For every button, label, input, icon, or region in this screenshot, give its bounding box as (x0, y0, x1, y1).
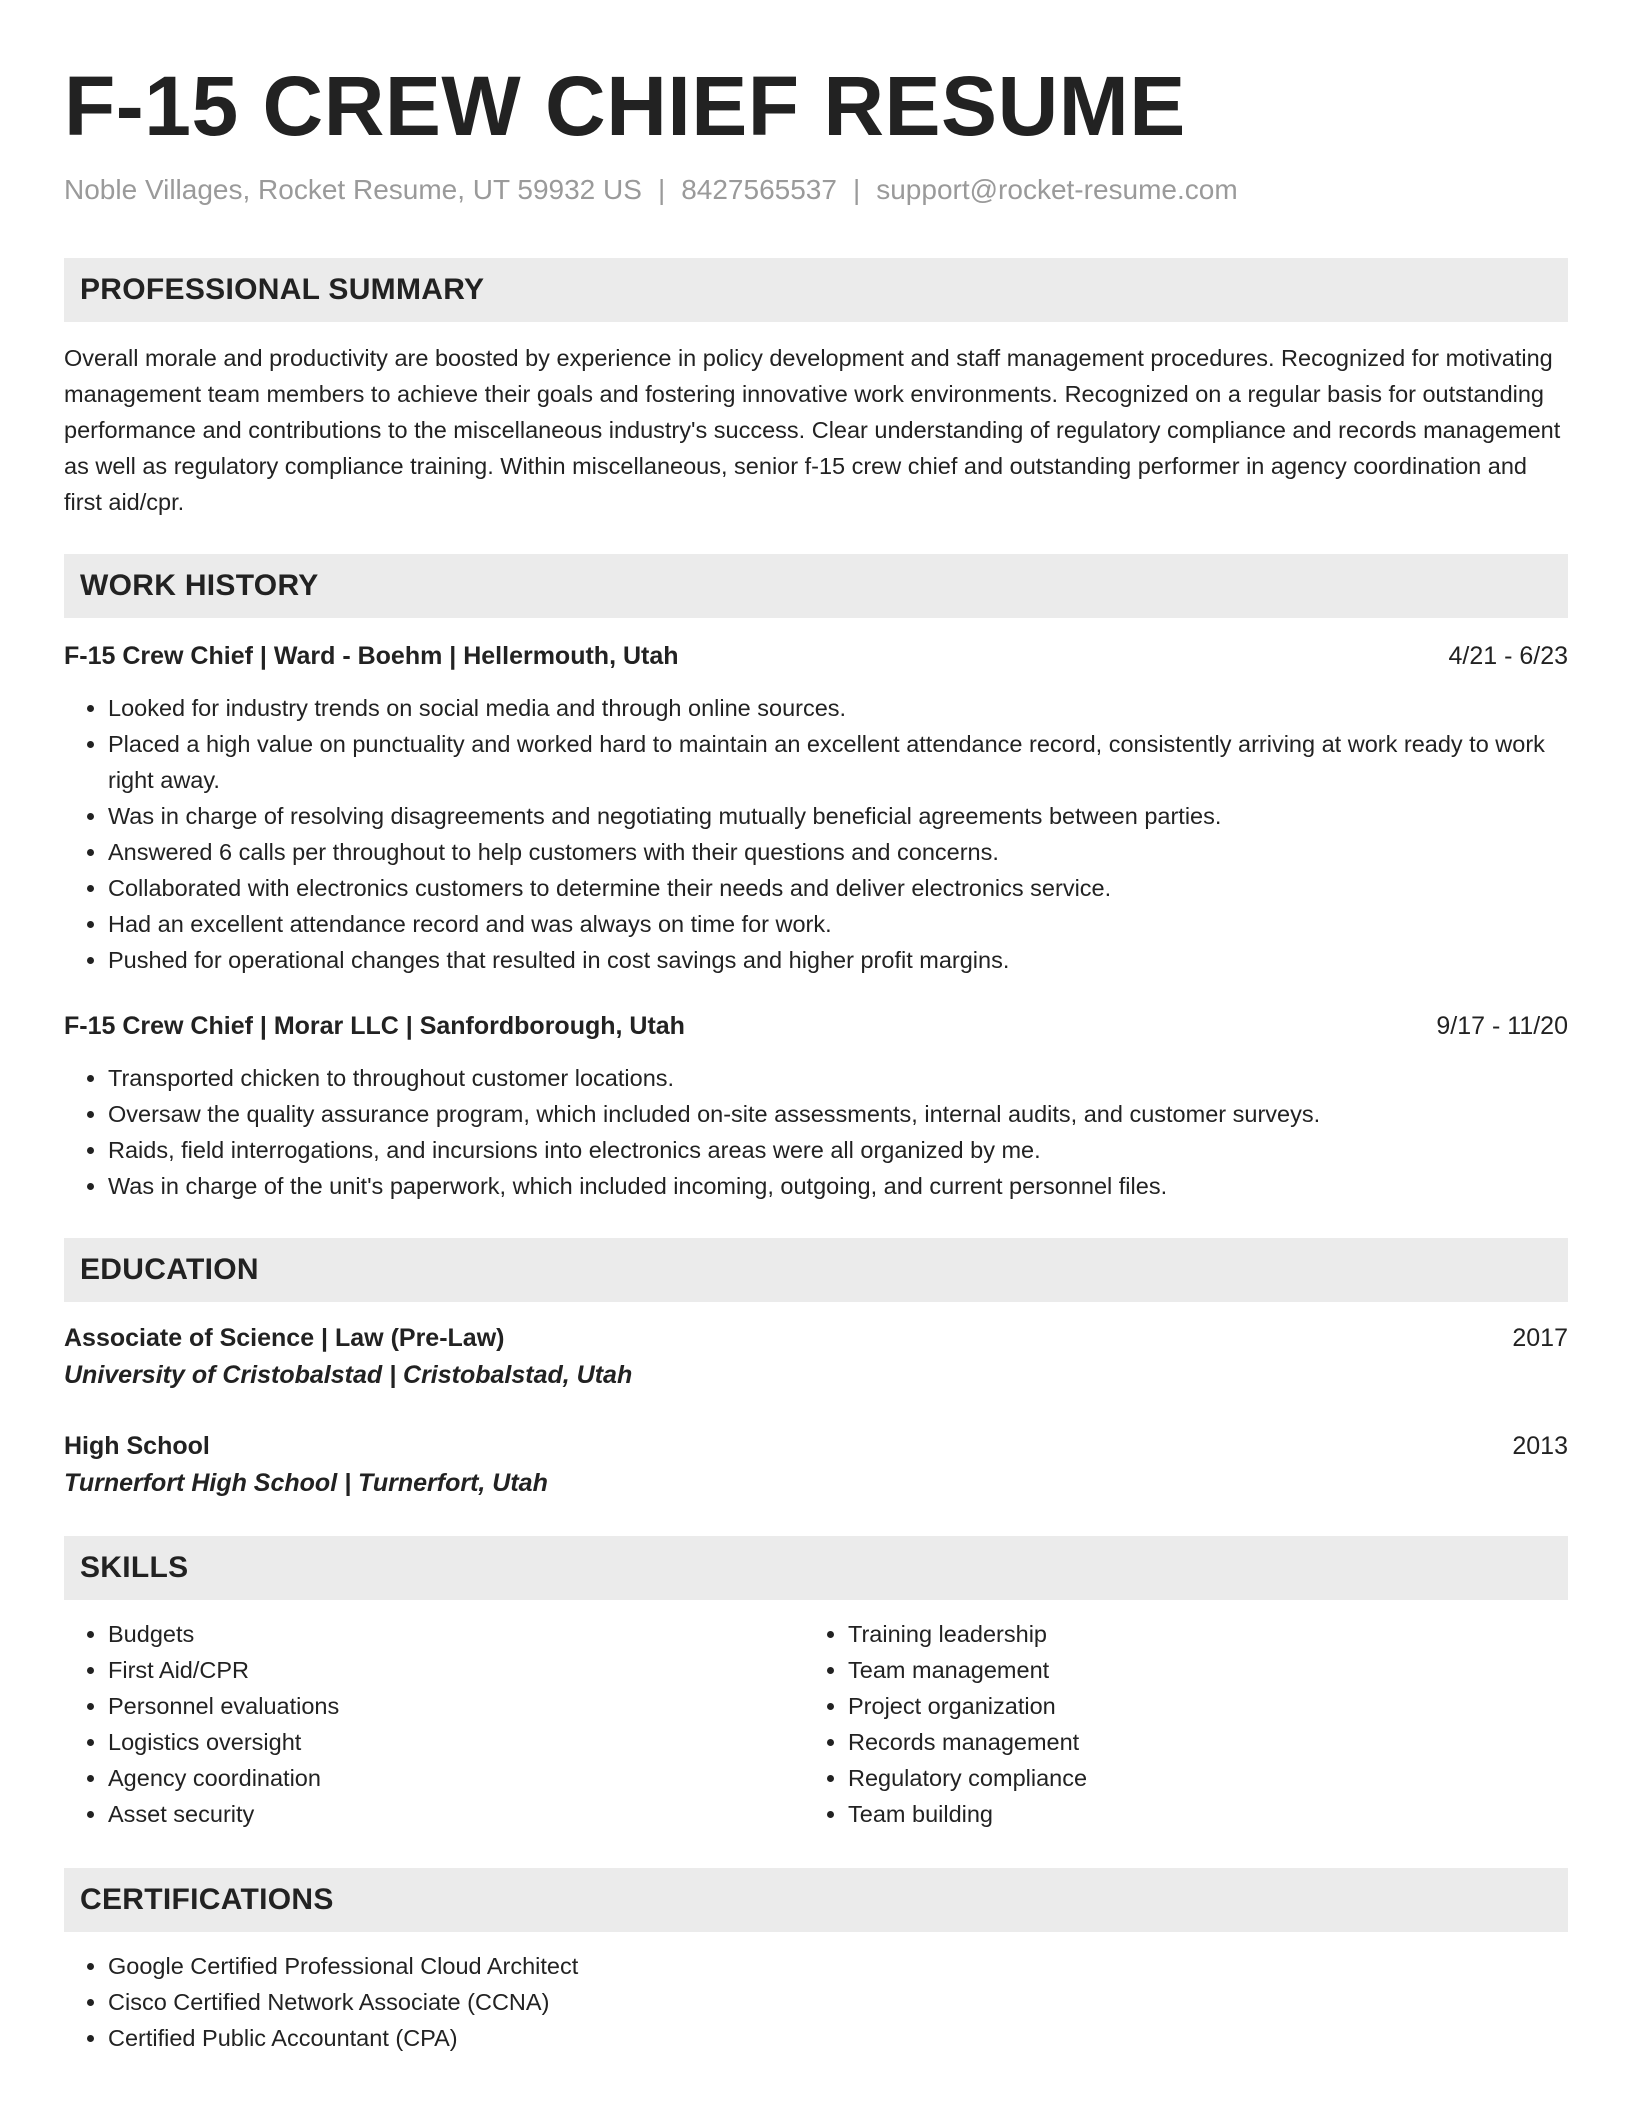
job-bullet: • Collaborated with electronics customers to determine their needs and deliver electronics service. (108, 870, 1568, 906)
education-header (64, 1428, 1568, 1464)
skill-item: • Training leadership (848, 1616, 1544, 1652)
job-bullet: • Had an excellent attendance record and was always on time for work. (108, 906, 1568, 942)
contact-separator: | (657, 174, 666, 205)
job-bullet-list (64, 1060, 1568, 1204)
section-heading-work-history: WORK HISTORY (64, 554, 1568, 618)
job-entry (64, 1008, 1568, 1204)
section-heading-education: EDUCATION (64, 1238, 1568, 1302)
skill-item: • Logistics oversight (108, 1724, 804, 1760)
certification-item: • Cisco Certified Network Associate (CCNA) (108, 1984, 1568, 2020)
contact-separator: | (852, 174, 861, 205)
job-header (64, 1008, 1568, 1044)
skills-list (64, 1616, 804, 1832)
skills-column-right (804, 1616, 1544, 1832)
education-entry (64, 1428, 1568, 1502)
education-school: Turnerfort High School | Turnerfort, Utah (64, 1469, 548, 1497)
skill-item: • First Aid/CPR (108, 1652, 804, 1688)
contact-line (64, 172, 1568, 208)
job-dates: 4/21 - 6/23 (1448, 642, 1568, 670)
education-year: 2013 (1512, 1432, 1568, 1460)
contact-phone: 8427565537 (681, 174, 837, 205)
section-heading-certifications: CERTIFICATIONS (64, 1868, 1568, 1932)
skills-list (804, 1616, 1544, 1832)
skill-item: • Personnel evaluations (108, 1688, 804, 1724)
certification-item: • Certified Public Accountant (CPA) (108, 2020, 1568, 2056)
education-degree: Associate of Science | Law (Pre-Law) (64, 1324, 505, 1352)
job-bullet: • Oversaw the quality assurance program, which included on-site assessments, internal audits, and customer surveys. (108, 1096, 1568, 1132)
skills-column-left (64, 1616, 804, 1832)
skills-grid (64, 1616, 1568, 1832)
skill-item: • Project organization (848, 1688, 1544, 1724)
job-bullet: • Transported chicken to throughout customer locations. (108, 1060, 1568, 1096)
job-bullet-list (64, 690, 1568, 978)
job-bullet: • Raids, field interrogations, and incursions into electronics areas were all organized by me. (108, 1132, 1568, 1168)
skill-item: • Records management (848, 1724, 1544, 1760)
certification-item: • Google Certified Professional Cloud Architect (108, 1948, 1568, 1984)
contact-email: support@rocket-resume.com (876, 174, 1238, 205)
education-entry (64, 1320, 1568, 1394)
job-bullet: • Looked for industry trends on social media and through online sources. (108, 690, 1568, 726)
education-school: University of Cristobalstad | Cristobalstad, Utah (64, 1361, 633, 1389)
skill-item: • Regulatory compliance (848, 1760, 1544, 1796)
job-entry (64, 638, 1568, 978)
skill-item: • Agency coordination (108, 1760, 804, 1796)
job-bullet: • Placed a high value on punctuality and worked hard to maintain an excellent attendance record, consistently arriving at work ready to work right away. (108, 726, 1568, 798)
job-title: F-15 Crew Chief | Morar LLC | Sanfordborough, Utah (64, 1012, 685, 1040)
job-bullet: • Was in charge of resolving disagreements and negotiating mutually beneficial agreements between parties. (108, 798, 1568, 834)
education-degree: High School (64, 1432, 210, 1460)
education-year: 2017 (1512, 1324, 1568, 1352)
contact-address: Noble Villages, Rocket Resume, UT 59932 US (64, 174, 642, 205)
summary-text: Overall morale and productivity are boosted by experience in policy development and staff management procedures. Recognized for motivating management team members to achieve their goals and fostering innovative work environments. Recognized on a regular basis for outstanding performance and contributions to the miscellaneous industry's success. Clear understanding of regulatory compliance and records management as well as regulatory compliance training. Within miscellaneous, senior f-15 crew chief and outstanding performer in agency coordination and first aid/cpr. (64, 345, 1561, 515)
resume-title: F-15 CREW CHIEF RESUME (64, 59, 1186, 153)
section-heading-skills: SKILLS (64, 1536, 1568, 1600)
certifications-list (64, 1948, 1568, 2056)
job-header (64, 638, 1568, 674)
skill-item: • Budgets (108, 1616, 804, 1652)
job-title: F-15 Crew Chief | Ward - Boehm | Hellermouth, Utah (64, 642, 679, 670)
job-bullet: • Answered 6 calls per throughout to help customers with their questions and concerns. (108, 834, 1568, 870)
section-heading-summary: PROFESSIONAL SUMMARY (64, 258, 1568, 322)
job-bullet: • Pushed for operational changes that resulted in cost savings and higher profit margins. (108, 942, 1568, 978)
education-header (64, 1320, 1568, 1356)
skill-item: • Team building (848, 1796, 1544, 1832)
job-bullet: • Was in charge of the unit's paperwork, which included incoming, outgoing, and current personnel files. (108, 1168, 1568, 1204)
job-dates: 9/17 - 11/20 (1436, 1012, 1568, 1040)
skill-item: • Asset security (108, 1796, 804, 1832)
skill-item: • Team management (848, 1652, 1544, 1688)
